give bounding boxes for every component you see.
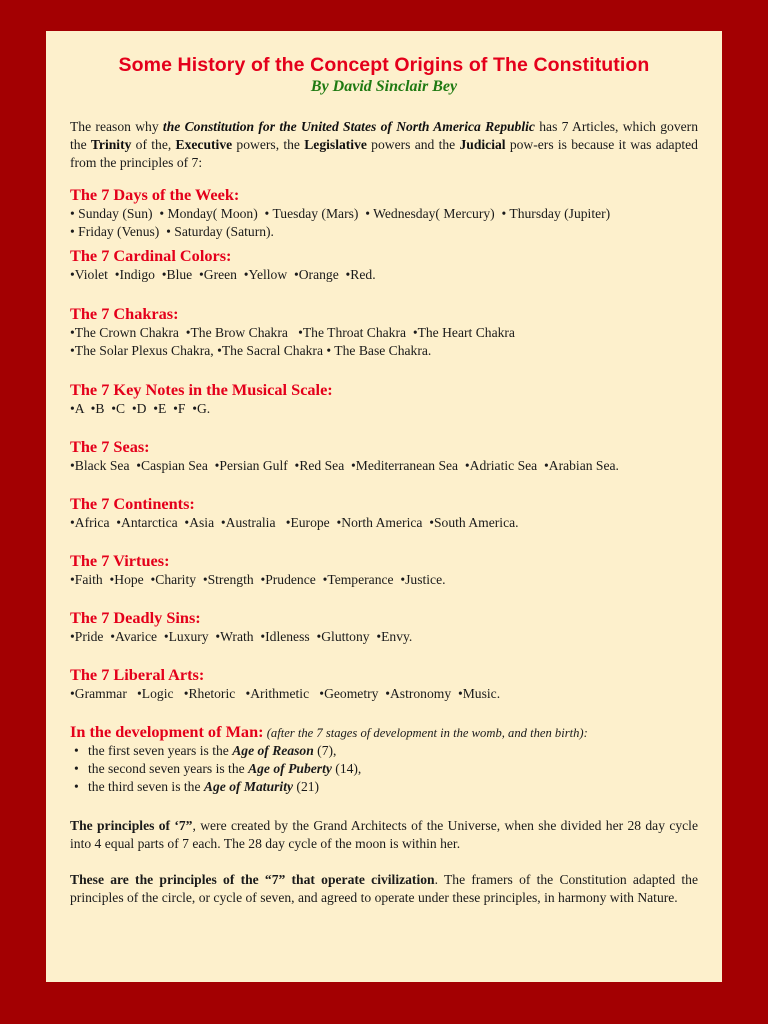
development-note: (after the 7 stages of development in the womb, and then birth): — [263, 726, 588, 740]
section-line: • Friday (Venus) • Saturday (Saturn). — [70, 224, 274, 239]
section-heading: The 7 Virtues: — [70, 551, 170, 570]
section-heading: The 7 Cardinal Colors: — [70, 246, 232, 265]
byline: By David Sinclair Bey — [310, 78, 458, 95]
section-heading: The 7 Chakras: — [70, 304, 179, 323]
section-sins — [70, 607, 698, 646]
intro-text-5: powers and the — [366, 137, 460, 152]
section-days — [70, 184, 698, 241]
bullet-icon: • — [74, 779, 79, 794]
intro-constitution: the Constitution for the United States of North America Republic — [162, 119, 535, 134]
section-virtues — [70, 550, 698, 589]
section-colors — [70, 245, 698, 284]
document-page — [46, 31, 722, 982]
bullet-icon: • — [74, 743, 79, 758]
section-chakras — [70, 303, 698, 360]
bullet-icon: • — [74, 761, 79, 776]
intro-text-2: has 7 Articles, which govern the — [70, 119, 698, 152]
section-line: •Pride •Avarice •Luxury •Wrath •Idleness •Gluttony •Envy. — [70, 629, 413, 644]
list-item — [70, 760, 698, 778]
section-heading: In the development of Man: — [70, 722, 264, 741]
section-line: •Violet •Indigo •Blue •Green •Yellow •Orange •Red. — [70, 267, 376, 282]
item-emphasis: Age of Maturity — [203, 779, 294, 794]
section-arts — [70, 664, 698, 703]
intro-trinity: Trinity — [90, 137, 132, 152]
section-seas — [70, 436, 698, 475]
item-emphasis: Age of Puberty — [248, 761, 332, 776]
section-heading: The 7 Days of the Week: — [70, 185, 240, 204]
section-heading: The 7 Seas: — [70, 437, 150, 456]
intro-text-6: pow-ers is because it was adapted from the principles of 7: — [70, 137, 698, 170]
closing-bold: These are the principles of the “7” that operate civilization — [70, 872, 435, 887]
intro-judicial: Judicial — [459, 137, 506, 152]
item-text: (14), — [331, 761, 362, 776]
section-line: •Faith •Hope •Charity •Strength •Prudence •Temperance •Justice. — [70, 572, 446, 587]
section-continents — [70, 493, 698, 532]
page-title: Some History of the Concept Origins of The Constitution — [118, 54, 650, 76]
principles-text: , were created by the Grand Architects of the Universe, when she divided her 28 day cycle into 4 equal parts of 7 each. The 28 day cycle of the moon is within her. — [70, 818, 698, 851]
section-line: • Sunday (Sun) • Monday( Moon) • Tuesday (Mars) • Wednesday( Mercury) • Thursday (Jupiter) — [70, 206, 611, 221]
section-line: •Black Sea •Caspian Sea •Persian Gulf •Red Sea •Mediterranean Sea •Adriatic Sea •Arabian Sea. — [70, 458, 619, 473]
item-text: the first seven years is the — [88, 743, 233, 758]
item-text: the third seven is the — [88, 779, 204, 794]
list-item — [70, 778, 698, 796]
intro-executive: Executive — [175, 137, 233, 152]
section-notes — [70, 379, 698, 418]
section-heading: The 7 Continents: — [70, 494, 195, 513]
section-heading: The 7 Key Notes in the Musical Scale: — [70, 380, 333, 399]
section-heading: The 7 Liberal Arts: — [70, 665, 205, 684]
section-development — [70, 721, 698, 796]
intro-text-3: of the, — [131, 137, 176, 152]
closing-paragraph — [70, 871, 698, 907]
section-heading: The 7 Deadly Sins: — [70, 608, 201, 627]
intro-text-1: The reason why — [70, 119, 163, 134]
principles-bold: The principles of ‘7” — [70, 818, 193, 833]
item-text: (21) — [293, 779, 320, 794]
item-text: the second seven years is the — [88, 761, 249, 776]
section-line: •The Crown Chakra •The Brow Chakra •The Throat Chakra •The Heart Chakra — [70, 325, 515, 340]
section-line: •The Solar Plexus Chakra, •The Sacral Chakra • The Base Chakra. — [70, 343, 432, 358]
intro-legislative: Legislative — [304, 137, 367, 152]
item-text: (7), — [313, 743, 337, 758]
section-line: •Africa •Antarctica •Asia •Australia •Europe •North America •South America. — [70, 515, 519, 530]
list-item — [70, 742, 698, 760]
principles-paragraph — [70, 817, 698, 853]
intro-paragraph — [70, 118, 698, 172]
item-emphasis: Age of Reason — [232, 743, 314, 758]
section-line: •Grammar •Logic •Rhetoric •Arithmetic •Geometry •Astronomy •Music. — [70, 686, 501, 701]
section-line: •A •B •C •D •E •F •G. — [70, 401, 211, 416]
closing-text: . The framers of the Constitution adapted the principles of the circle, or cycle of seven, and agreed to operate under these principles, in harmony with Nature. — [70, 872, 698, 905]
intro-text-4: powers, the — [232, 137, 305, 152]
